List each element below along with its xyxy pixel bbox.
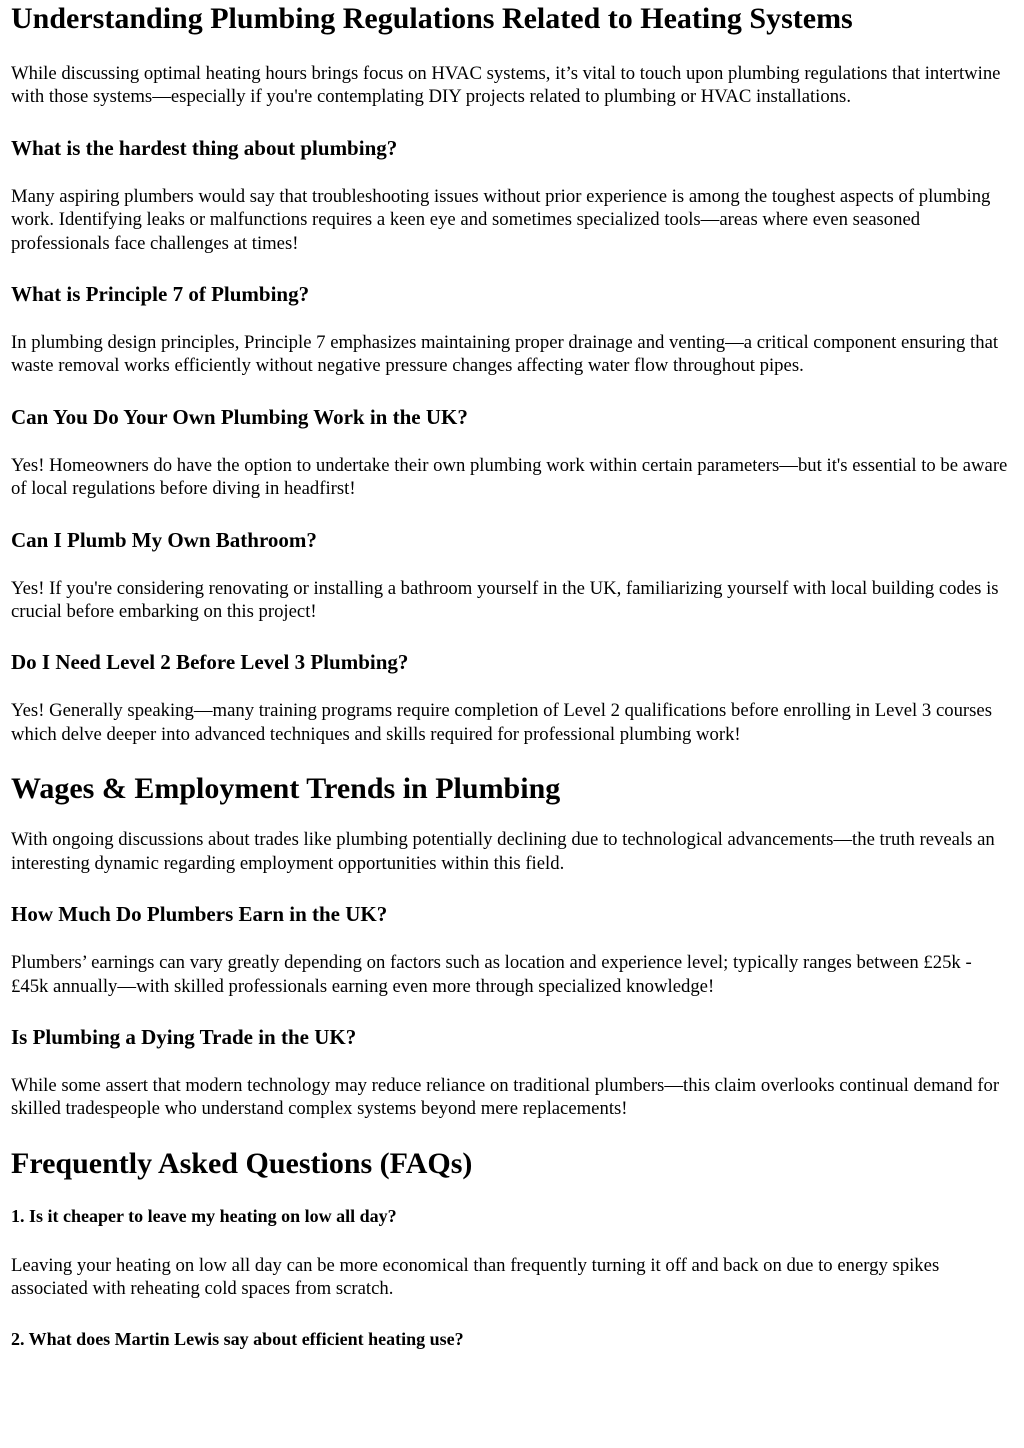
section-title-plumbing-regulations: Understanding Plumbing Regulations Related to Heating Systems xyxy=(11,2,853,35)
answer-paragraph: Plumbers’ earnings can vary greatly depending on factors such as location and experience level; typically ranges between £25k - £45k annually—with skilled professionals earning even more through specialized knowledge! xyxy=(11,952,972,997)
answer-paragraph: While some assert that modern technology may reduce reliance on traditional plumbers—this claim overlooks continual demand for skilled tradespeople who understand complex systems beyond mere replacements! xyxy=(11,1074,1000,1120)
question-heading: Can I Plumb My Own Bathroom? xyxy=(11,527,317,552)
article xyxy=(0,2,1024,1350)
section-title-wages-employment: Wages & Employment Trends in Plumbing xyxy=(11,772,561,806)
section-intro-plumbing-regulations: While discussing optimal heating hours brings focus on HVAC systems, it’s vital to touch upon plumbing regulations that intertwine with those systems—especially if you're contemplating DIY projects related to plumbing or HVAC installations. xyxy=(11,63,1001,108)
faq-question: 1. Is it cheaper to leave my heating on low all day? xyxy=(11,1205,397,1226)
question-heading: Do I Need Level 2 Before Level 3 Plumbing? xyxy=(11,650,409,675)
question-heading: Is Plumbing a Dying Trade in the UK? xyxy=(11,1024,357,1049)
answer-paragraph: In plumbing design principles, Principle 7 emphasizes maintaining proper drainage and venting—a critical component ensuring that waste removal works efficiently without negative pressure changes affecting water flow throughout pipes. xyxy=(11,332,999,377)
question-heading: How Much Do Plumbers Earn in the UK? xyxy=(11,902,388,927)
answer-paragraph: Yes! If you're considering renovating or installing a bathroom yourself in the UK, familiarizing yourself with local building codes is crucial before embarking on this project! xyxy=(11,577,999,623)
faq-answer: Leaving your heating on low all day can be more economical than frequently turning it off and back on due to energy spikes associated with reheating cold spaces from scratch. xyxy=(11,1254,940,1300)
question-heading: What is the hardest thing about plumbing? xyxy=(11,135,398,160)
answer-paragraph: Yes! Homeowners do have the option to undertake their own plumbing work within certain parameters—but it's essential to be aware of local regulations before diving in headfirst! xyxy=(11,454,1008,500)
section-title-faqs: Frequently Asked Questions (FAQs) xyxy=(11,1146,473,1180)
question-heading: Can You Do Your Own Plumbing Work in the UK? xyxy=(11,404,468,429)
faq-question: 2. What does Martin Lewis say about efficient heating use? xyxy=(11,1328,464,1349)
answer-paragraph: Yes! Generally speaking—many training programs require completion of Level 2 qualifications before enrolling in Level 3 courses which delve deeper into advanced techniques and skills required for professional plumbing work! xyxy=(11,700,992,745)
section-intro-wages-employment: With ongoing discussions about trades like plumbing potentially declining due to technological advancements—the truth reveals an interesting dynamic regarding employment opportunities within this field. xyxy=(11,829,995,874)
question-heading: What is Principle 7 of Plumbing? xyxy=(11,282,310,307)
answer-paragraph: Many aspiring plumbers would say that troubleshooting issues without prior experience is among the toughest aspects of plumbing work. Identifying leaks or malfunctions requires a keen eye and sometimes specialized tools—areas where even seasoned professionals face challenges at times! xyxy=(11,185,991,254)
